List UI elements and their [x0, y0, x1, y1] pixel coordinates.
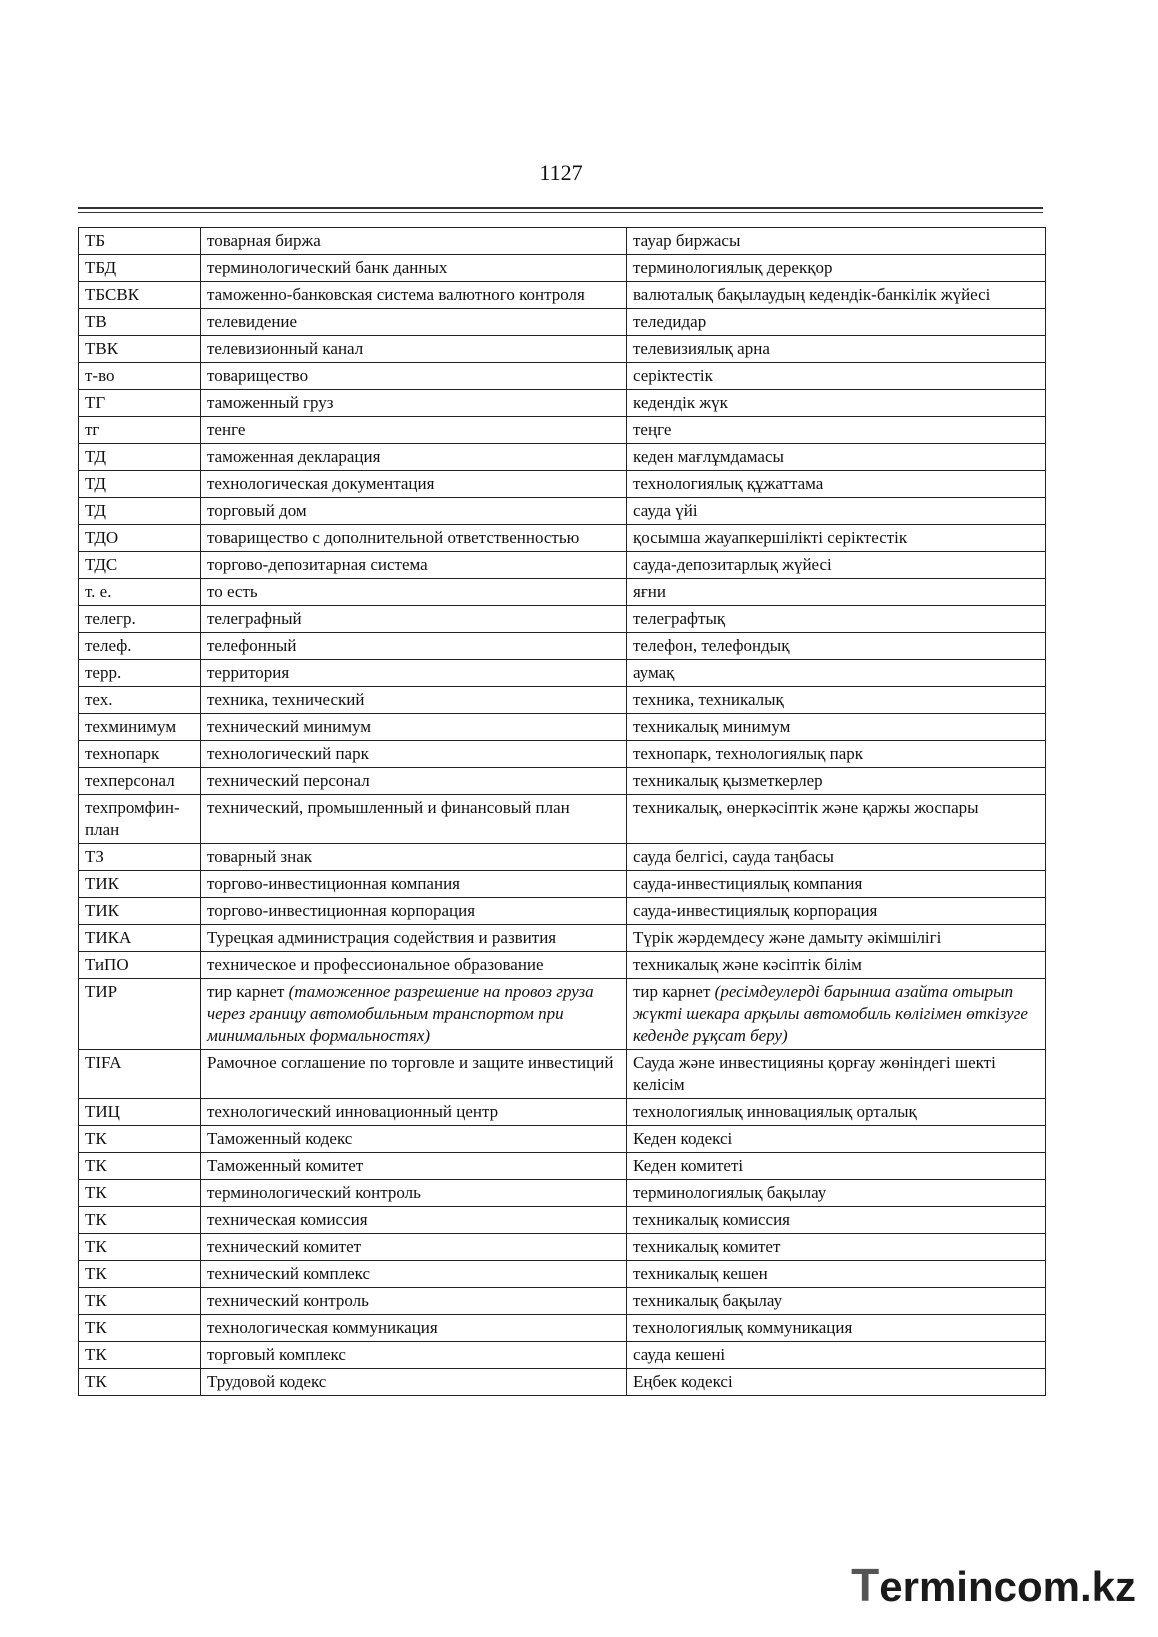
kazakh-term-cell: [627, 228, 1046, 255]
abbreviation-cell-text: ТК: [85, 1318, 107, 1337]
abbreviation-cell-text: ТД: [85, 501, 106, 520]
russian-term-cell: [201, 687, 627, 714]
russian-term-cell-text: технический, промышленный и финансовый план: [207, 798, 570, 817]
abbreviation-cell-text: ТВК: [85, 339, 119, 358]
russian-term-cell-text: тенге: [207, 420, 246, 439]
russian-term-cell: [201, 471, 627, 498]
abbreviation-cell-text: TIFA: [85, 1053, 122, 1072]
kazakh-term-cell: [627, 633, 1046, 660]
abbreviation-cell: [79, 552, 201, 579]
russian-term-cell-text: таможенный груз: [207, 393, 334, 412]
abbreviation-cell: [79, 1126, 201, 1153]
kazakh-term-cell: [627, 552, 1046, 579]
russian-term-cell: [201, 1099, 627, 1126]
kazakh-term-cell: [627, 1315, 1046, 1342]
abbreviation-cell: [79, 687, 201, 714]
abbreviation-cell: [79, 844, 201, 871]
kazakh-term-cell-text: Кеден кодексі: [633, 1129, 733, 1148]
page-number: 1127: [539, 160, 583, 185]
abbreviation-cell: [79, 444, 201, 471]
russian-term-cell: [201, 1288, 627, 1315]
abbreviation-cell: [79, 255, 201, 282]
abbreviation-cell: [79, 871, 201, 898]
table-row: [79, 1180, 1046, 1207]
kazakh-term-cell-text: валюталық бақылаудың кедендік-банкілік жүйесі: [633, 285, 991, 304]
kazakh-term-cell: [627, 606, 1046, 633]
kazakh-term-cell: [627, 1207, 1046, 1234]
abbreviation-cell: [79, 1369, 201, 1396]
russian-term-cell-text: Трудовой кодекс: [207, 1372, 327, 1391]
abbreviation-cell: [79, 471, 201, 498]
abbreviation-cell: [79, 1342, 201, 1369]
abbreviation-cell-text: ТК: [85, 1237, 107, 1256]
kazakh-term-cell-text: яғни: [633, 582, 666, 601]
kazakh-term-cell-note: (ресімдеулерді барынша азайта отырып жүкті шекара арқылы автомобиль көлігімен өткізуге кеденде рұқсат беру): [633, 982, 1028, 1045]
logo-letter: T: [851, 1559, 880, 1611]
kazakh-term-cell-text: Сауда және инвестицияны қорғау жөніндегі шекті келісім: [633, 1053, 996, 1094]
russian-term-cell: [201, 898, 627, 925]
abbreviation-cell-text: терр.: [85, 663, 122, 682]
russian-term-cell: [201, 336, 627, 363]
abbreviation-cell: [79, 1180, 201, 1207]
russian-term-cell: [201, 1180, 627, 1207]
russian-term-cell-text: тир карнет: [207, 982, 285, 1001]
abbreviation-cell-text: ТИК: [85, 874, 119, 893]
kazakh-term-cell-text: телефон, телефондық: [633, 636, 790, 655]
russian-term-cell-text: техническое и профессиональное образование: [207, 955, 544, 974]
russian-term-cell-text: Таможенный комитет: [207, 1156, 364, 1175]
kazakh-term-cell: [627, 390, 1046, 417]
russian-term-cell: [201, 1234, 627, 1261]
kazakh-term-cell: [627, 741, 1046, 768]
abbreviation-cell: [79, 1153, 201, 1180]
abbreviation-cell: [79, 363, 201, 390]
table-row: [79, 898, 1046, 925]
kazakh-term-cell-text: терминологиялық бақылау: [633, 1183, 827, 1202]
abbreviation-cell: [79, 1050, 201, 1099]
russian-term-cell-text: телефонный: [207, 636, 297, 655]
table-row: [79, 687, 1046, 714]
table-row: [79, 228, 1046, 255]
russian-term-cell-text: технологическая коммуникация: [207, 1318, 438, 1337]
kazakh-term-cell-text: техникалық, өнеркәсіптік және қаржы жоспары: [633, 798, 979, 817]
abbreviation-cell: [79, 606, 201, 633]
kazakh-term-cell-text: Кеден комитеті: [633, 1156, 744, 1175]
kazakh-term-cell-text: тир карнет: [633, 982, 711, 1001]
russian-term-cell: [201, 417, 627, 444]
table-row: [79, 309, 1046, 336]
abbreviation-cell-text: ТБД: [85, 258, 117, 277]
russian-term-cell: [201, 282, 627, 309]
kazakh-term-cell-text: техникалық кешен: [633, 1264, 768, 1283]
abbreviation-cell-text: ТК: [85, 1345, 107, 1364]
table-row: [79, 768, 1046, 795]
table-row: [79, 552, 1046, 579]
kazakh-term-cell: [627, 687, 1046, 714]
kazakh-term-cell: [627, 579, 1046, 606]
kazakh-term-cell-text: Түрік жәрдемдесу және дамыту әкімшілігі: [633, 928, 942, 947]
russian-term-cell: [201, 660, 627, 687]
russian-term-cell: [201, 768, 627, 795]
abbreviation-cell: [79, 498, 201, 525]
abbreviation-cell: [79, 282, 201, 309]
abbreviation-cell-text: ТИР: [85, 982, 118, 1001]
abbreviation-cell: [79, 1315, 201, 1342]
table-row: [79, 1261, 1046, 1288]
kazakh-term-cell: [627, 336, 1046, 363]
russian-term-cell-text: то есть: [207, 582, 258, 601]
russian-term-cell-text: телевидение: [207, 312, 298, 331]
abbreviation-cell: [79, 660, 201, 687]
kazakh-term-cell: [627, 471, 1046, 498]
russian-term-cell-text: технический контроль: [207, 1291, 369, 1310]
kazakh-term-cell: [627, 1288, 1046, 1315]
abbreviation-cell-text: ТК: [85, 1156, 107, 1175]
russian-term-cell-text: Рамочное соглашение по торговле и защите инвестиций: [207, 1053, 614, 1072]
abbreviation-cell-text: ТД: [85, 447, 106, 466]
russian-term-cell: [201, 606, 627, 633]
russian-term-cell-text: торговый дом: [207, 501, 307, 520]
table-row: [79, 336, 1046, 363]
russian-term-cell: [201, 525, 627, 552]
russian-term-cell-text: техническая комиссия: [207, 1210, 368, 1229]
abbreviation-cell-text: ТДО: [85, 528, 119, 547]
kazakh-term-cell-text: терминологиялық дерекқор: [633, 258, 833, 277]
russian-term-cell-text: телеграфный: [207, 609, 302, 628]
kazakh-term-cell-text: сауда белгісі, сауда таңбасы: [633, 847, 834, 866]
abbreviation-cell-text: т-во: [85, 366, 115, 385]
abbreviation-cell-text: тг: [85, 420, 100, 439]
kazakh-term-cell: [627, 1126, 1046, 1153]
kazakh-term-cell: [627, 925, 1046, 952]
header-rule-thin: [78, 212, 1043, 213]
kazakh-term-cell: [627, 282, 1046, 309]
abbreviation-cell-text: телеф.: [85, 636, 132, 655]
russian-term-cell-text: терминологический контроль: [207, 1183, 421, 1202]
table-row: [79, 498, 1046, 525]
kazakh-term-cell: [627, 1050, 1046, 1099]
abbreviation-cell-text: ТК: [85, 1291, 107, 1310]
kazakh-term-cell-text: серіктестік: [633, 366, 713, 385]
table-row: [79, 660, 1046, 687]
kazakh-term-cell: [627, 898, 1046, 925]
kazakh-term-cell-text: техникалық минимум: [633, 717, 791, 736]
russian-term-cell-text: товарищество: [207, 366, 309, 385]
russian-term-cell-text: территория: [207, 663, 290, 682]
russian-term-cell: [201, 309, 627, 336]
kazakh-term-cell-text: технологиялық инновациялық орталық: [633, 1102, 917, 1121]
kazakh-term-cell: [627, 871, 1046, 898]
russian-term-cell: [201, 1153, 627, 1180]
table-row: [79, 844, 1046, 871]
kazakh-term-cell: [627, 979, 1046, 1050]
abbreviation-cell-text: ТИКА: [85, 928, 132, 947]
russian-term-cell: [201, 952, 627, 979]
table-row: [79, 1369, 1046, 1396]
table-row: [79, 1153, 1046, 1180]
russian-term-cell-text: торгово-инвестиционная корпорация: [207, 901, 476, 920]
russian-term-cell-text: технологическая документация: [207, 474, 435, 493]
russian-term-cell-text: товарный знак: [207, 847, 313, 866]
russian-term-cell: [201, 1207, 627, 1234]
russian-term-cell: [201, 741, 627, 768]
russian-term-cell-text: Турецкая администрация содействия и развития: [207, 928, 557, 947]
kazakh-term-cell-text: сауда-депозитарлық жүйесі: [633, 555, 832, 574]
kazakh-term-cell-text: сауда-инвестициялық компания: [633, 874, 863, 893]
russian-term-cell: [201, 714, 627, 741]
kazakh-term-cell-text: кедендік жүк: [633, 393, 728, 412]
table-row: [79, 714, 1046, 741]
russian-term-cell-text: товарная биржа: [207, 231, 321, 250]
kazakh-term-cell: [627, 498, 1046, 525]
russian-term-cell-text: технический комплекс: [207, 1264, 371, 1283]
kazakh-term-cell-text: техникалық қызметкерлер: [633, 771, 823, 790]
kazakh-term-cell-text: тауар биржасы: [633, 231, 741, 250]
table-row: [79, 1207, 1046, 1234]
table-row: [79, 1099, 1046, 1126]
abbreviation-cell: [79, 1234, 201, 1261]
russian-term-cell: [201, 1369, 627, 1396]
kazakh-term-cell-text: сауда кешені: [633, 1345, 726, 1364]
abbreviation-cell: [79, 228, 201, 255]
abbreviation-cell: [79, 795, 201, 844]
abbreviation-cell: [79, 768, 201, 795]
russian-term-cell-text: технический персонал: [207, 771, 370, 790]
table-row: [79, 444, 1046, 471]
kazakh-term-cell: [627, 363, 1046, 390]
table-row: [79, 1234, 1046, 1261]
abbreviation-cell-text: ТК: [85, 1210, 107, 1229]
kazakh-term-cell-text: теңге: [633, 420, 672, 439]
russian-term-cell-note: (таможенное разрешение на провоз груза через границу автомобильным транспортом при минимальных формальностях): [207, 982, 594, 1045]
kazakh-term-cell: [627, 444, 1046, 471]
table-row: [79, 525, 1046, 552]
table-row: [79, 741, 1046, 768]
kazakh-term-cell-text: теледидар: [633, 312, 707, 331]
kazakh-term-cell: [627, 768, 1046, 795]
russian-term-cell: [201, 444, 627, 471]
kazakh-term-cell-text: телеграфтық: [633, 609, 726, 628]
table-row: [79, 633, 1046, 660]
kazakh-term-cell: [627, 660, 1046, 687]
kazakh-term-cell-text: технологиялық құжаттама: [633, 474, 824, 493]
kazakh-term-cell-text: технологиялық коммуникация: [633, 1318, 853, 1337]
kazakh-term-cell: [627, 1180, 1046, 1207]
table-row: [79, 925, 1046, 952]
kazakh-term-cell: [627, 795, 1046, 844]
abbreviation-cell: [79, 979, 201, 1050]
russian-term-cell-text: таможенно-банковская система валютного контроля: [207, 285, 585, 304]
table-row: [79, 363, 1046, 390]
kazakh-term-cell: [627, 255, 1046, 282]
abbreviation-cell-text: ТВ: [85, 312, 107, 331]
abbreviation-cell: [79, 925, 201, 952]
kazakh-term-cell: [627, 1153, 1046, 1180]
kazakh-term-cell-text: техникалық және кәсіптік білім: [633, 955, 862, 974]
russian-term-cell: [201, 579, 627, 606]
table-row: [79, 795, 1046, 844]
table-row: [79, 1288, 1046, 1315]
russian-term-cell-text: Таможенный кодекс: [207, 1129, 353, 1148]
russian-term-cell: [201, 390, 627, 417]
russian-term-cell: [201, 1342, 627, 1369]
russian-term-cell: [201, 552, 627, 579]
kazakh-term-cell: [627, 844, 1046, 871]
terminkom-logo: [851, 1558, 1136, 1612]
abbreviation-cell-text: ТИК: [85, 901, 119, 920]
abbreviation-cell-text: ТиПО: [85, 955, 129, 974]
russian-term-cell: [201, 633, 627, 660]
kazakh-term-cell-text: техникалық комитет: [633, 1237, 781, 1256]
abbreviation-cell-text: ТГ: [85, 393, 106, 412]
russian-term-cell-text: таможенная декларация: [207, 447, 381, 466]
russian-term-cell: [201, 255, 627, 282]
abbreviation-cell-text: ТК: [85, 1264, 107, 1283]
kazakh-term-cell: [627, 952, 1046, 979]
kazakh-term-cell: [627, 1369, 1046, 1396]
russian-term-cell-text: технологический парк: [207, 744, 369, 763]
russian-term-cell: [201, 363, 627, 390]
russian-term-cell-text: терминологический банк данных: [207, 258, 448, 277]
russian-term-cell: [201, 871, 627, 898]
russian-term-cell: [201, 1050, 627, 1099]
russian-term-cell-text: торговый комплекс: [207, 1345, 346, 1364]
russian-term-cell: [201, 498, 627, 525]
russian-term-cell-text: торгово-инвестиционная компания: [207, 874, 460, 893]
kazakh-term-cell: [627, 1234, 1046, 1261]
table-row: [79, 979, 1046, 1050]
table-row: [79, 390, 1046, 417]
kazakh-term-cell: [627, 525, 1046, 552]
abbreviation-cell-text: ТДС: [85, 555, 118, 574]
table-row: [79, 1315, 1046, 1342]
table-row: [79, 471, 1046, 498]
russian-term-cell: [201, 1261, 627, 1288]
table-row: [79, 952, 1046, 979]
abbreviation-cell-text: ТИЦ: [85, 1102, 120, 1121]
abbreviation-cell-text: техминимум: [85, 717, 177, 736]
russian-term-cell: [201, 925, 627, 952]
abbreviation-cell: [79, 390, 201, 417]
russian-term-cell: [201, 228, 627, 255]
russian-term-cell: [201, 1315, 627, 1342]
kazakh-term-cell-text: техника, техникалық: [633, 690, 784, 709]
abbreviation-cell: [79, 1207, 201, 1234]
table-row: [79, 417, 1046, 444]
abbreviation-cell-text: ТК: [85, 1129, 107, 1148]
russian-term-cell: [201, 979, 627, 1050]
kazakh-term-cell: [627, 309, 1046, 336]
table-row: [79, 579, 1046, 606]
abbreviation-cell: [79, 1288, 201, 1315]
table-row: [79, 1050, 1046, 1099]
abbreviation-cell-text: ТК: [85, 1372, 107, 1391]
abbreviation-cell-text: т. е.: [85, 582, 112, 601]
table-row: [79, 1126, 1046, 1153]
abbreviation-cell: [79, 525, 201, 552]
abbreviation-cell: [79, 1261, 201, 1288]
russian-term-cell-text: технический минимум: [207, 717, 372, 736]
kazakh-term-cell-text: аумақ: [633, 663, 675, 682]
kazakh-term-cell-text: сауда үйі: [633, 501, 698, 520]
russian-term-cell-text: техника, технический: [207, 690, 365, 709]
kazakh-term-cell-text: технопарк, технологиялық парк: [633, 744, 864, 763]
russian-term-cell-text: торгово-депозитарная система: [207, 555, 428, 574]
kazakh-term-cell: [627, 1261, 1046, 1288]
abbreviation-cell: [79, 898, 201, 925]
russian-term-cell-text: технологический инновационный центр: [207, 1102, 499, 1121]
abbreviation-cell-text: техпромфинплан: [85, 798, 180, 839]
kazakh-term-cell-text: кеден мағлұмдамасы: [633, 447, 784, 466]
header-rule: [78, 207, 1043, 209]
abbreviation-cell: [79, 633, 201, 660]
abbreviation-cell-text: ТД: [85, 474, 106, 493]
kazakh-term-cell: [627, 1342, 1046, 1369]
abbreviation-cell: [79, 952, 201, 979]
kazakh-term-cell: [627, 714, 1046, 741]
abbreviation-cell-text: техперсонал: [85, 771, 175, 790]
kazakh-term-cell-text: техникалық бақылау: [633, 1291, 783, 1310]
abbreviation-cell: [79, 309, 201, 336]
kazakh-term-cell: [627, 417, 1046, 444]
abbreviation-cell-text: технопарк: [85, 744, 160, 763]
abbreviation-cell: [79, 336, 201, 363]
abbreviation-cell-text: ТБСВК: [85, 285, 140, 304]
russian-term-cell: [201, 1126, 627, 1153]
table-row: [79, 1342, 1046, 1369]
kazakh-term-cell-text: қосымша жауапкершілікті серіктестік: [633, 528, 908, 547]
abbreviation-cell-text: тех.: [85, 690, 113, 709]
abbreviation-cell: [79, 1099, 201, 1126]
kazakh-term-cell-text: сауда-инвестициялық корпорация: [633, 901, 878, 920]
russian-term-cell-text: телевизионный канал: [207, 339, 364, 358]
table-row: [79, 282, 1046, 309]
kazakh-term-cell-text: Еңбек кодексі: [633, 1372, 733, 1391]
table-row: [79, 871, 1046, 898]
abbreviation-cell: [79, 579, 201, 606]
logo-text: ermincom.kz: [879, 1563, 1136, 1610]
russian-term-cell-text: товарищество с дополнительной ответственностью: [207, 528, 580, 547]
abbreviation-table: [78, 227, 1046, 1396]
abbreviation-cell-text: ТЗ: [85, 847, 104, 866]
abbreviation-cell-text: ТК: [85, 1183, 107, 1202]
russian-term-cell: [201, 795, 627, 844]
abbreviation-cell-text: ТБ: [85, 231, 106, 250]
kazakh-term-cell: [627, 1099, 1046, 1126]
abbreviation-cell-text: телегр.: [85, 609, 136, 628]
kazakh-term-cell-text: телевизиялық арна: [633, 339, 770, 358]
russian-term-cell: [201, 844, 627, 871]
russian-term-cell-text: технический комитет: [207, 1237, 362, 1256]
table-row: [79, 606, 1046, 633]
table-row: [79, 255, 1046, 282]
abbreviation-cell: [79, 741, 201, 768]
kazakh-term-cell-text: техникалық комиссия: [633, 1210, 790, 1229]
abbreviation-cell: [79, 714, 201, 741]
abbreviation-cell: [79, 417, 201, 444]
